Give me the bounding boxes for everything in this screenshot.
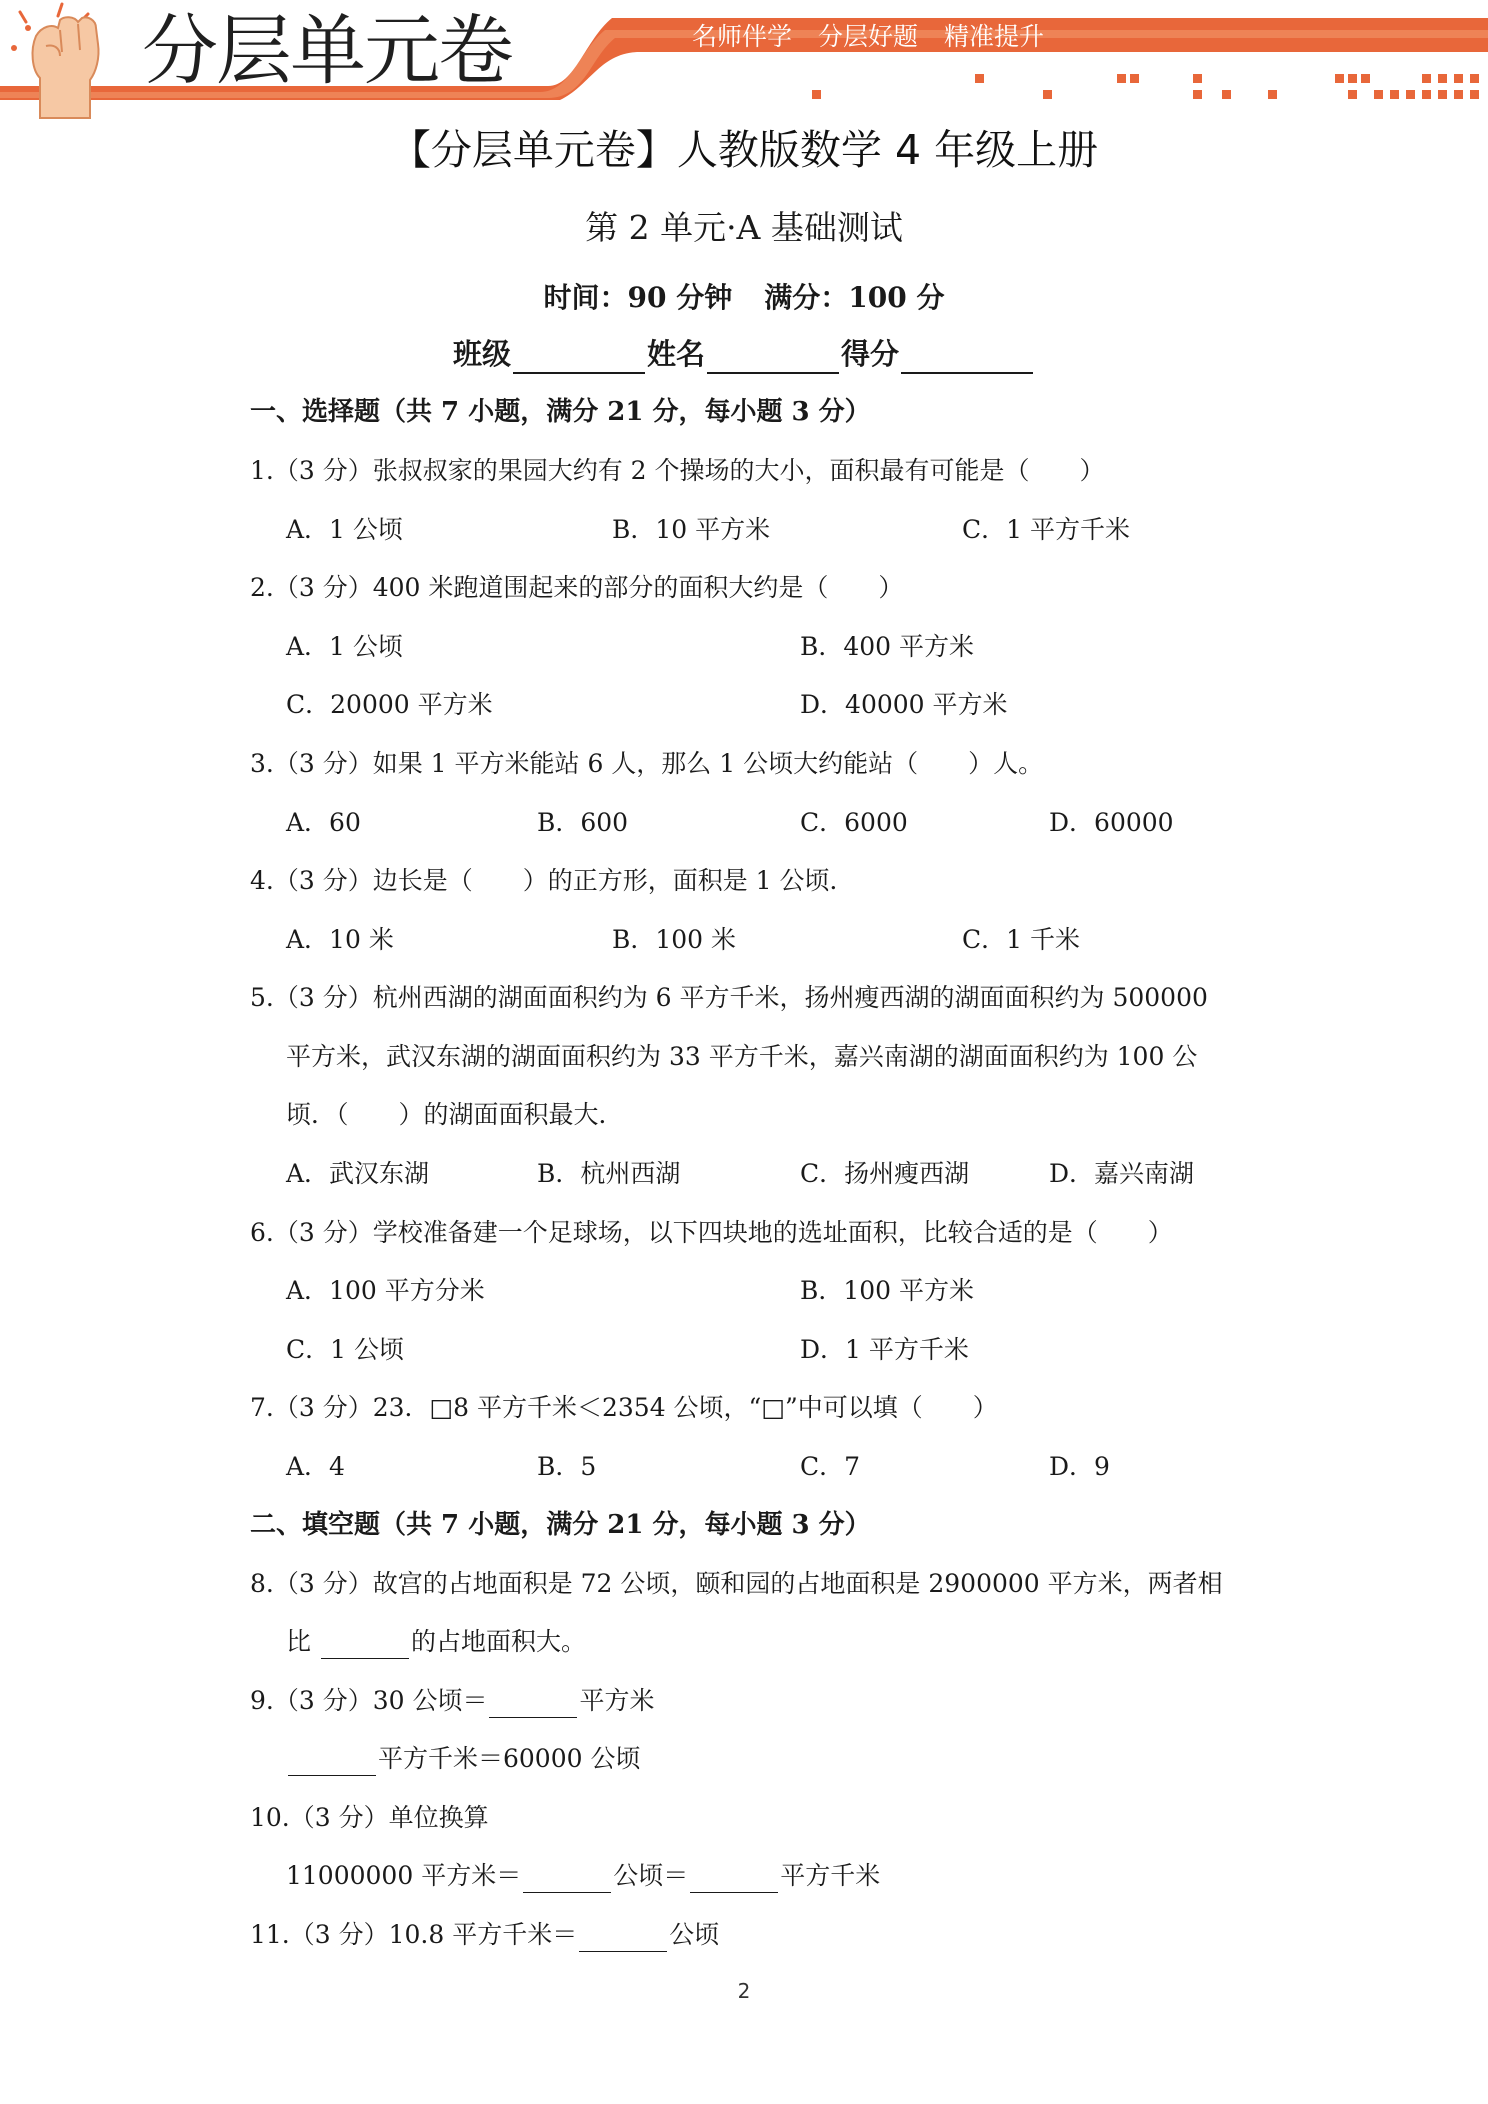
name-label: 姓名 [646, 337, 705, 371]
slogan-2: 分层好题 [818, 22, 919, 51]
q11-prefix: 11.（3 分）10.8 平方千米＝ [250, 1920, 578, 1949]
q2-option-c[interactable]: C．20000 平方米 [286, 690, 493, 719]
q1-option-c[interactable]: C．1 平方千米 [962, 515, 1130, 544]
q3-option-c[interactable]: C．6000 [800, 808, 908, 837]
q10-suffix: 平方千米 [780, 1861, 881, 1890]
question-9-line-1 [250, 1684, 654, 1718]
q2-option-a[interactable]: A．1 公顷 [286, 632, 403, 661]
q10-middle: 公顷＝ [613, 1861, 689, 1890]
question-2-stem: 2.（3 分）400 米跑道围起来的部分的面积大约是（ ） [250, 573, 904, 602]
header-banner [0, 0, 1488, 125]
q7-option-d[interactable]: D．9 [1049, 1452, 1110, 1481]
q3-option-a[interactable]: A．60 [286, 808, 361, 837]
q5-option-b[interactable]: B．杭州西湖 [537, 1159, 681, 1188]
q10-prefix: 11000000 平方米＝ [286, 1861, 522, 1890]
decorative-squares [812, 74, 1479, 99]
q4-option-c[interactable]: C．1 千米 [962, 925, 1080, 954]
question-5-stem-line-2: 平方米，武汉东湖的湖面面积约为 33 平方千米，嘉兴南湖的湖面面积约为 100 公 [286, 1042, 1198, 1071]
slogan-1: 名师伴学 [692, 22, 793, 51]
page-subtitle: 第 2 单元·A 基础测试 [585, 208, 903, 247]
q8-suffix: 的占地面积大。 [410, 1627, 586, 1656]
question-8-stem-line-1: 8.（3 分）故宫的占地面积是 72 公顷，颐和园的占地面积是 2900000 平方米，两者相 [250, 1569, 1223, 1598]
full-score: 满分：100 分 [764, 281, 945, 314]
q5-option-c[interactable]: C．扬州瘦西湖 [800, 1159, 970, 1188]
q2-option-d[interactable]: D．40000 平方米 [800, 690, 1008, 719]
q1-option-a[interactable]: A．1 公顷 [286, 515, 403, 544]
q5-option-a[interactable]: A．武汉东湖 [286, 1159, 430, 1188]
q3-option-d[interactable]: D．60000 [1049, 808, 1174, 837]
page-title: 【分层单元卷】人教版数学 4 年级上册 [389, 126, 1099, 174]
q7-option-c[interactable]: C．7 [800, 1452, 861, 1481]
name-blank[interactable] [707, 342, 839, 374]
question-10-stem: 10.（3 分）单位换算 [250, 1803, 489, 1832]
q4-option-a[interactable]: A．10 米 [286, 925, 394, 954]
q4-option-b[interactable]: B．100 米 [612, 925, 737, 954]
q6-option-d[interactable]: D．1 平方千米 [800, 1335, 969, 1364]
score-label: 得分 [841, 337, 900, 371]
q11-answer-blank[interactable] [579, 1925, 667, 1952]
question-5-stem-line-3: 顷．（ ）的湖面面积最大． [286, 1100, 624, 1129]
question-7-stem: 7.（3 分）23．□8 平方千米＜2354 公顷，“□”中可以填（ ） [250, 1393, 998, 1422]
question-8-stem-line-2 [286, 1625, 586, 1659]
q9-line-2-text: 平方千米＝60000 公顷 [378, 1744, 641, 1773]
q7-option-b[interactable]: B．5 [537, 1452, 597, 1481]
question-5-stem-line-1: 5.（3 分）杭州西湖的湖面面积约为 6 平方千米，扬州瘦西湖的湖面面积约为 500000 [250, 983, 1208, 1012]
section-heading-fill: 二、填空题（共 7 小题，满分 21 分，每小题 3 分） [250, 1510, 871, 1540]
q1-option-b[interactable]: B．10 平方米 [612, 515, 771, 544]
brand-title: 分层单元卷 [142, 6, 512, 95]
q9-prefix: 9.（3 分）30 公顷＝ [250, 1686, 488, 1715]
class-blank[interactable] [513, 342, 645, 374]
q9-unit-1: 平方米 [579, 1686, 655, 1715]
q10-answer-blank-2[interactable] [690, 1866, 778, 1893]
question-6-stem: 6.（3 分）学校准备建一个足球场，以下四块地的选址面积，比较合适的是（ ） [250, 1218, 1173, 1247]
fist-logo-icon [11, 4, 99, 118]
q9-answer-blank-2[interactable] [288, 1749, 376, 1776]
question-4-stem: 4.（3 分）边长是（ ）的正方形，面积是 1 公顷． [250, 866, 855, 895]
q8-prefix: 比 [286, 1627, 319, 1656]
q10-answer-blank-1[interactable] [523, 1866, 611, 1893]
q11-suffix: 公顷 [669, 1920, 720, 1949]
section-heading-choice: 一、选择题（共 7 小题，满分 21 分，每小题 3 分） [250, 397, 871, 427]
time-score-line [0, 278, 1488, 318]
q6-option-b[interactable]: B．100 平方米 [800, 1276, 975, 1305]
q7-option-a[interactable]: A．4 [286, 1452, 345, 1481]
q6-option-a[interactable]: A．100 平方分米 [286, 1276, 485, 1305]
score-blank[interactable] [901, 342, 1033, 374]
page-number: 2 [737, 1979, 751, 2003]
class-label: 班级 [452, 337, 511, 371]
q2-option-b[interactable]: B．400 平方米 [800, 632, 975, 661]
question-11-line-1 [250, 1918, 719, 1952]
q8-answer-blank[interactable] [321, 1632, 409, 1659]
q5-option-d[interactable]: D．嘉兴南湖 [1049, 1159, 1195, 1188]
student-info-line [0, 334, 1488, 374]
slogan-3: 精准提升 [944, 22, 1045, 51]
q6-option-c[interactable]: C．1 公顷 [286, 1335, 404, 1364]
question-9-line-2 [286, 1742, 640, 1776]
time-limit: 时间：90 分钟 [543, 281, 733, 314]
question-1-stem: 1.（3 分）张叔叔家的果园大约有 2 个操场的大小，面积最有可能是（ ） [250, 456, 1105, 485]
q9-answer-blank-1[interactable] [489, 1691, 577, 1718]
question-10-line-2 [286, 1859, 880, 1893]
q3-option-b[interactable]: B．600 [537, 808, 629, 837]
question-3-stem: 3.（3 分）如果 1 平方米能站 6 人，那么 1 公顷大约能站（ ）人。 [250, 749, 1044, 778]
